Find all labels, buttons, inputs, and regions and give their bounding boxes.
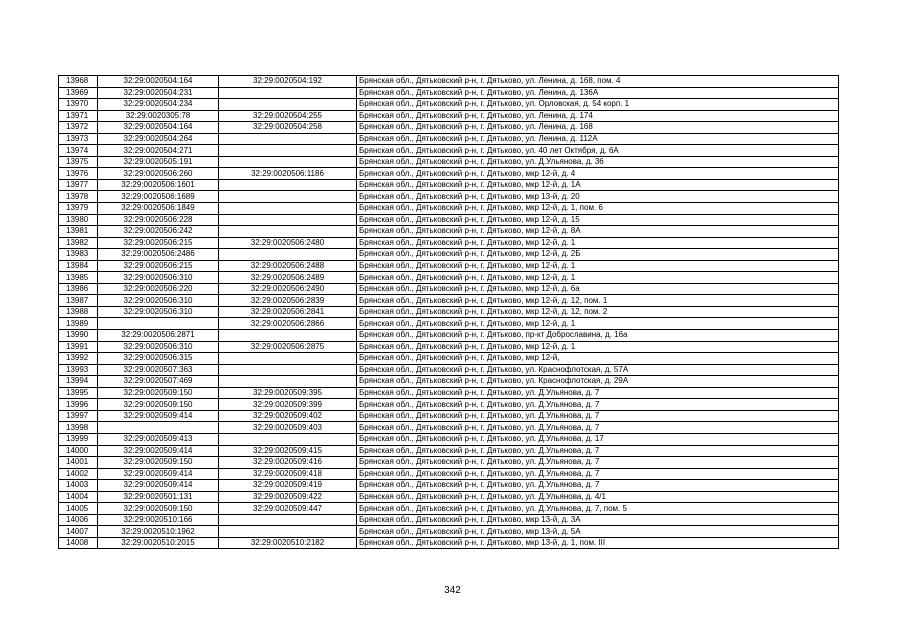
row-number-cell: 13970 <box>59 99 98 111</box>
address-cell: Брянская обл., Дятьковский р-н, г. Дятьково, мкр 13-й, д. 20 <box>357 191 839 203</box>
row-number-cell: 13997 <box>59 410 98 422</box>
cadastral-number-cell: 32:29:0020506:1849 <box>98 203 219 215</box>
table-row <box>59 353 839 365</box>
table-row <box>59 526 839 538</box>
row-number-cell: 13995 <box>59 387 98 399</box>
table-row <box>59 387 839 399</box>
row-number-cell: 14004 <box>59 491 98 503</box>
parent-cadastral-number-cell: 32:29:0020506:2488 <box>219 260 357 272</box>
cadastral-number-cell: 32:29:0020504:271 <box>98 145 219 157</box>
address-cell: Брянская обл., Дятьковский р-н, г. Дятьково, мкр 12-й, д. 1 <box>357 237 839 249</box>
table-row <box>59 203 839 215</box>
cadastral-number-cell: 32:29:0020506:2486 <box>98 249 219 261</box>
row-number-cell: 13996 <box>59 399 98 411</box>
row-number-cell: 13993 <box>59 364 98 376</box>
parent-cadastral-number-cell: 32:29:0020506:1186 <box>219 168 357 180</box>
address-cell: Брянская обл., Дятьковский р-н, г. Дятьково, мкр 12-й, д. 12, пом. 2 <box>357 306 839 318</box>
row-number-cell: 13992 <box>59 353 98 365</box>
address-cell: Брянская обл., Дятьковский р-н, г. Дятьково, ул. Д.Ульянова, д. 7 <box>357 387 839 399</box>
address-cell: Брянская обл., Дятьковский р-н, г. Дятьково, ул. Краснофлотская, д. 57А <box>357 364 839 376</box>
parent-cadastral-number-cell: 32:29:0020509:403 <box>219 422 357 434</box>
row-number-cell: 14000 <box>59 445 98 457</box>
address-cell: Брянская обл., Дятьковский р-н, г. Дятьково, ул. Краснофлотская, д. 29А <box>357 376 839 388</box>
row-number-cell: 14002 <box>59 468 98 480</box>
table-row <box>59 99 839 111</box>
row-number-cell: 14007 <box>59 526 98 538</box>
table-row <box>59 179 839 191</box>
row-number-cell: 13984 <box>59 260 98 272</box>
row-number-cell: 13975 <box>59 156 98 168</box>
row-number-cell: 13981 <box>59 226 98 238</box>
parent-cadastral-number-cell <box>219 353 357 365</box>
table-row <box>59 457 839 469</box>
parent-cadastral-number-cell <box>219 376 357 388</box>
address-cell: Брянская обл., Дятьковский р-н, г. Дятьково, ул. Орловская, д. 54 корп. 1 <box>357 99 839 111</box>
cadastral-number-cell: 32:29:0020509:414 <box>98 445 219 457</box>
row-number-cell: 14005 <box>59 503 98 515</box>
row-number-cell: 14003 <box>59 480 98 492</box>
table-row <box>59 260 839 272</box>
row-number-cell: 13978 <box>59 191 98 203</box>
table-row <box>59 445 839 457</box>
address-cell: Брянская обл., Дятьковский р-н, г. Дятьково, ул. Д.Ульянова, д. 7 <box>357 422 839 434</box>
address-cell: Брянская обл., Дятьковский р-н, г. Дятьково, мкр 12-й, д. 1 <box>357 272 839 284</box>
cadastral-number-cell: 32:29:0020506:310 <box>98 341 219 353</box>
address-cell: Брянская обл., Дятьковский р-н, г. Дятьково, ул. Д.Ульянова, д. 7, пом. 5 <box>357 503 839 515</box>
row-number-cell: 13994 <box>59 376 98 388</box>
row-number-cell: 13980 <box>59 214 98 226</box>
parent-cadastral-number-cell: 32:29:0020504:258 <box>219 122 357 134</box>
table-row <box>59 122 839 134</box>
parent-cadastral-number-cell <box>219 87 357 99</box>
parent-cadastral-number-cell: 32:29:0020510:2182 <box>219 537 357 549</box>
cadastral-number-cell: 32:29:0020506:310 <box>98 272 219 284</box>
row-number-cell: 13973 <box>59 133 98 145</box>
address-cell: Брянская обл., Дятьковский р-н, г. Дятьково, ул. Ленина, д. 136А <box>357 87 839 99</box>
parent-cadastral-number-cell: 32:29:0020506:2480 <box>219 237 357 249</box>
address-cell: Брянская обл., Дятьковский р-н, г. Дятьково, ул. Ленина, д. 112А <box>357 133 839 145</box>
address-cell: Брянская обл., Дятьковский р-н, г. Дятьково, ул. Д.Ульянова, д. 36 <box>357 156 839 168</box>
table-row <box>59 468 839 480</box>
address-cell: Брянская обл., Дятьковский р-н, г. Дятьково, мкр 12-й, д. 1 <box>357 318 839 330</box>
table-row <box>59 422 839 434</box>
cadastral-number-cell: 32:29:0020509:414 <box>98 468 219 480</box>
cadastral-number-cell: 32:29:0020506:310 <box>98 306 219 318</box>
table-row <box>59 433 839 445</box>
cadastral-number-cell: 32:29:0020509:150 <box>98 399 219 411</box>
row-number-cell: 14001 <box>59 457 98 469</box>
parent-cadastral-number-cell <box>219 179 357 191</box>
cadastral-number-cell <box>98 422 219 434</box>
table-row <box>59 156 839 168</box>
cadastral-number-cell: 32:29:0020510:1962 <box>98 526 219 538</box>
cadastral-number-cell: 32:29:0020507:469 <box>98 376 219 388</box>
address-cell: Брянская обл., Дятьковский р-н, г. Дятьково, мкр 12-й, д. 4 <box>357 168 839 180</box>
table-row <box>59 399 839 411</box>
parent-cadastral-number-cell: 32:29:0020506:2866 <box>219 318 357 330</box>
table-row <box>59 87 839 99</box>
row-number-cell: 13972 <box>59 122 98 134</box>
row-number-cell: 13976 <box>59 168 98 180</box>
table-row <box>59 318 839 330</box>
cadastral-number-cell: 32:29:0020506:2871 <box>98 330 219 342</box>
table-row <box>59 503 839 515</box>
cadastral-number-cell <box>98 318 219 330</box>
address-cell: Брянская обл., Дятьковский р-н, г. Дятьково, мкр 12-й, д. 1 <box>357 260 839 272</box>
table-row <box>59 283 839 295</box>
row-number-cell: 13971 <box>59 110 98 122</box>
address-cell: Брянская обл., Дятьковский р-н, г. Дятьково, мкр 12-й, д. 6а <box>357 283 839 295</box>
table-row <box>59 168 839 180</box>
cadastral-number-cell: 32:29:0020506:215 <box>98 237 219 249</box>
table-row <box>59 364 839 376</box>
address-cell: Брянская обл., Дятьковский р-н, г. Дятьково, ул. 40 лет Октября, д. 6А <box>357 145 839 157</box>
cadastral-number-cell: 32:29:0020509:150 <box>98 387 219 399</box>
cadastral-number-cell: 32:29:0020506:315 <box>98 353 219 365</box>
cadastral-number-cell: 32:29:0020507:363 <box>98 364 219 376</box>
cadastral-number-cell: 32:29:0020510:166 <box>98 514 219 526</box>
parent-cadastral-number-cell <box>219 226 357 238</box>
parent-cadastral-number-cell: 32:29:0020504:192 <box>219 76 357 88</box>
table-row <box>59 145 839 157</box>
table-row <box>59 306 839 318</box>
parent-cadastral-number-cell <box>219 156 357 168</box>
parent-cadastral-number-cell: 32:29:0020509:422 <box>219 491 357 503</box>
address-cell: Брянская обл., Дятьковский р-н, г. Дятьково, мкр 12-й, д. 2Б <box>357 249 839 261</box>
table-row <box>59 214 839 226</box>
row-number-cell: 13969 <box>59 87 98 99</box>
table-row <box>59 76 839 88</box>
parent-cadastral-number-cell <box>219 433 357 445</box>
table-row <box>59 272 839 284</box>
table-row <box>59 295 839 307</box>
cadastral-number-cell: 32:29:0020504:234 <box>98 99 219 111</box>
table-row <box>59 330 839 342</box>
cadastral-number-cell: 32:29:0020509:150 <box>98 503 219 515</box>
table-row <box>59 480 839 492</box>
table-row <box>59 341 839 353</box>
table-row <box>59 133 839 145</box>
row-number-cell: 13977 <box>59 179 98 191</box>
table-row <box>59 191 839 203</box>
page-number: 342 <box>444 585 461 596</box>
row-number-cell: 13999 <box>59 433 98 445</box>
cadastral-number-cell: 32:29:0020506:228 <box>98 214 219 226</box>
parent-cadastral-number-cell: 32:29:0020506:2839 <box>219 295 357 307</box>
address-cell: Брянская обл., Дятьковский р-н, г. Дятьково, ул. Д.Ульянова, д. 7 <box>357 399 839 411</box>
row-number-cell: 14006 <box>59 514 98 526</box>
address-cell: Брянская обл., Дятьковский р-н, г. Дятьково, ул. Д.Ульянова, д. 7 <box>357 457 839 469</box>
parent-cadastral-number-cell: 32:29:0020506:2875 <box>219 341 357 353</box>
row-number-cell: 13988 <box>59 306 98 318</box>
row-number-cell: 13991 <box>59 341 98 353</box>
parent-cadastral-number-cell: 32:29:0020506:2490 <box>219 283 357 295</box>
address-cell: Брянская обл., Дятьковский р-н, г. Дятьково, ул. Д.Ульянова, д. 4/1 <box>357 491 839 503</box>
cadastral-number-cell: 32:29:0020504:231 <box>98 87 219 99</box>
address-cell: Брянская обл., Дятьковский р-н, г. Дятьково, ул. Ленина, д. 168 <box>357 122 839 134</box>
parent-cadastral-number-cell <box>219 191 357 203</box>
row-number-cell: 13968 <box>59 76 98 88</box>
cadastral-number-cell: 32:29:0020509:414 <box>98 480 219 492</box>
row-number-cell: 13985 <box>59 272 98 284</box>
address-cell: Брянская обл., Дятьковский р-н, г. Дятьково, ул. Д.Ульянова, д. 17 <box>357 433 839 445</box>
parent-cadastral-number-cell <box>219 514 357 526</box>
address-cell: Брянская обл., Дятьковский р-н, г. Дятьково, мкр 12-й, <box>357 353 839 365</box>
address-cell: Брянская обл., Дятьковский р-н, г. Дятьково, ул. Д.Ульянова, д. 7 <box>357 410 839 422</box>
table-row <box>59 537 839 549</box>
row-number-cell: 13983 <box>59 249 98 261</box>
parent-cadastral-number-cell <box>219 364 357 376</box>
cadastral-number-cell: 32:29:0020506:310 <box>98 295 219 307</box>
parent-cadastral-number-cell: 32:29:0020509:402 <box>219 410 357 422</box>
cadastral-number-cell: 32:29:0020506:215 <box>98 260 219 272</box>
address-cell: Брянская обл., Дятьковский р-н, г. Дятьково, мкр 13-й, д. 1, пом. III <box>357 537 839 549</box>
cadastral-number-cell: 32:29:0020504:164 <box>98 76 219 88</box>
address-cell: Брянская обл., Дятьковский р-н, г. Дятьково, пр-кт Доброславина, д. 16а <box>357 330 839 342</box>
property-table <box>58 75 839 549</box>
cadastral-number-cell: 32:29:0020509:414 <box>98 410 219 422</box>
parent-cadastral-number-cell: 32:29:0020506:2489 <box>219 272 357 284</box>
table-row <box>59 110 839 122</box>
row-number-cell: 13990 <box>59 330 98 342</box>
row-number-cell: 13987 <box>59 295 98 307</box>
cadastral-number-cell: 32:29:0020305:78 <box>98 110 219 122</box>
address-cell: Брянская обл., Дятьковский р-н, г. Дятьково, мкр 12-й, д. 8А <box>357 226 839 238</box>
address-cell: Брянская обл., Дятьковский р-н, г. Дятьково, мкр 13-й, д. 5А <box>357 526 839 538</box>
parent-cadastral-number-cell: 32:29:0020509:395 <box>219 387 357 399</box>
address-cell: Брянская обл., Дятьковский р-н, г. Дятьково, мкр 12-й, д. 1, пом. 6 <box>357 203 839 215</box>
address-cell: Брянская обл., Дятьковский р-н, г. Дятьково, ул. Ленина, д. 168, пом. 4 <box>357 76 839 88</box>
parent-cadastral-number-cell <box>219 145 357 157</box>
row-number-cell: 13974 <box>59 145 98 157</box>
table-row <box>59 376 839 388</box>
address-cell: Брянская обл., Дятьковский р-н, г. Дятьково, ул. Ленина, д. 174 <box>357 110 839 122</box>
parent-cadastral-number-cell: 32:29:0020509:447 <box>219 503 357 515</box>
parent-cadastral-number-cell: 32:29:0020504:255 <box>219 110 357 122</box>
address-cell: Брянская обл., Дятьковский р-н, г. Дятьково, мкр 12-й, д. 1 <box>357 341 839 353</box>
cadastral-number-cell: 32:29:0020506:1601 <box>98 179 219 191</box>
cadastral-number-cell: 32:29:0020506:1689 <box>98 191 219 203</box>
table-row <box>59 226 839 238</box>
cadastral-number-cell: 32:29:0020504:164 <box>98 122 219 134</box>
table-body <box>59 76 839 549</box>
parent-cadastral-number-cell: 32:29:0020509:415 <box>219 445 357 457</box>
address-cell: Брянская обл., Дятьковский р-н, г. Дятьково, мкр 13-й, д. 3А <box>357 514 839 526</box>
table-row <box>59 514 839 526</box>
row-number-cell: 13982 <box>59 237 98 249</box>
parent-cadastral-number-cell: 32:29:0020509:399 <box>219 399 357 411</box>
table-row <box>59 249 839 261</box>
cadastral-number-cell: 32:29:0020505:191 <box>98 156 219 168</box>
parent-cadastral-number-cell <box>219 330 357 342</box>
row-number-cell: 14008 <box>59 537 98 549</box>
parent-cadastral-number-cell: 32:29:0020509:419 <box>219 480 357 492</box>
cadastral-number-cell: 32:29:0020504:264 <box>98 133 219 145</box>
address-cell: Брянская обл., Дятьковский р-н, г. Дятьково, мкр 12-й, д. 1А <box>357 179 839 191</box>
address-cell: Брянская обл., Дятьковский р-н, г. Дятьково, мкр 12-й, д. 12, пом. 1 <box>357 295 839 307</box>
address-cell: Брянская обл., Дятьковский р-н, г. Дятьково, ул. Д.Ульянова, д. 7 <box>357 468 839 480</box>
parent-cadastral-number-cell: 32:29:0020509:418 <box>219 468 357 480</box>
cadastral-number-cell: 32:29:0020510:2015 <box>98 537 219 549</box>
row-number-cell: 13979 <box>59 203 98 215</box>
parent-cadastral-number-cell <box>219 526 357 538</box>
table-row <box>59 410 839 422</box>
cadastral-number-cell: 32:29:0020509:413 <box>98 433 219 445</box>
table-row <box>59 237 839 249</box>
row-number-cell: 13998 <box>59 422 98 434</box>
parent-cadastral-number-cell <box>219 203 357 215</box>
parent-cadastral-number-cell <box>219 249 357 261</box>
row-number-cell: 13986 <box>59 283 98 295</box>
parent-cadastral-number-cell <box>219 214 357 226</box>
cadastral-number-cell: 32:29:0020501:131 <box>98 491 219 503</box>
cadastral-number-cell: 32:29:0020506:220 <box>98 283 219 295</box>
cadastral-number-cell: 32:29:0020506:260 <box>98 168 219 180</box>
parent-cadastral-number-cell: 32:29:0020506:2841 <box>219 306 357 318</box>
address-cell: Брянская обл., Дятьковский р-н, г. Дятьково, ул. Д.Ульянова, д. 7 <box>357 480 839 492</box>
table-row <box>59 491 839 503</box>
parent-cadastral-number-cell <box>219 99 357 111</box>
cadastral-number-cell: 32:29:0020506:242 <box>98 226 219 238</box>
row-number-cell: 13989 <box>59 318 98 330</box>
parent-cadastral-number-cell: 32:29:0020509:416 <box>219 457 357 469</box>
cadastral-number-cell: 32:29:0020509:150 <box>98 457 219 469</box>
address-cell: Брянская обл., Дятьковский р-н, г. Дятьково, ул. Д.Ульянова, д. 7 <box>357 445 839 457</box>
address-cell: Брянская обл., Дятьковский р-н, г. Дятьково, мкр 12-й, д. 15 <box>357 214 839 226</box>
parent-cadastral-number-cell <box>219 133 357 145</box>
